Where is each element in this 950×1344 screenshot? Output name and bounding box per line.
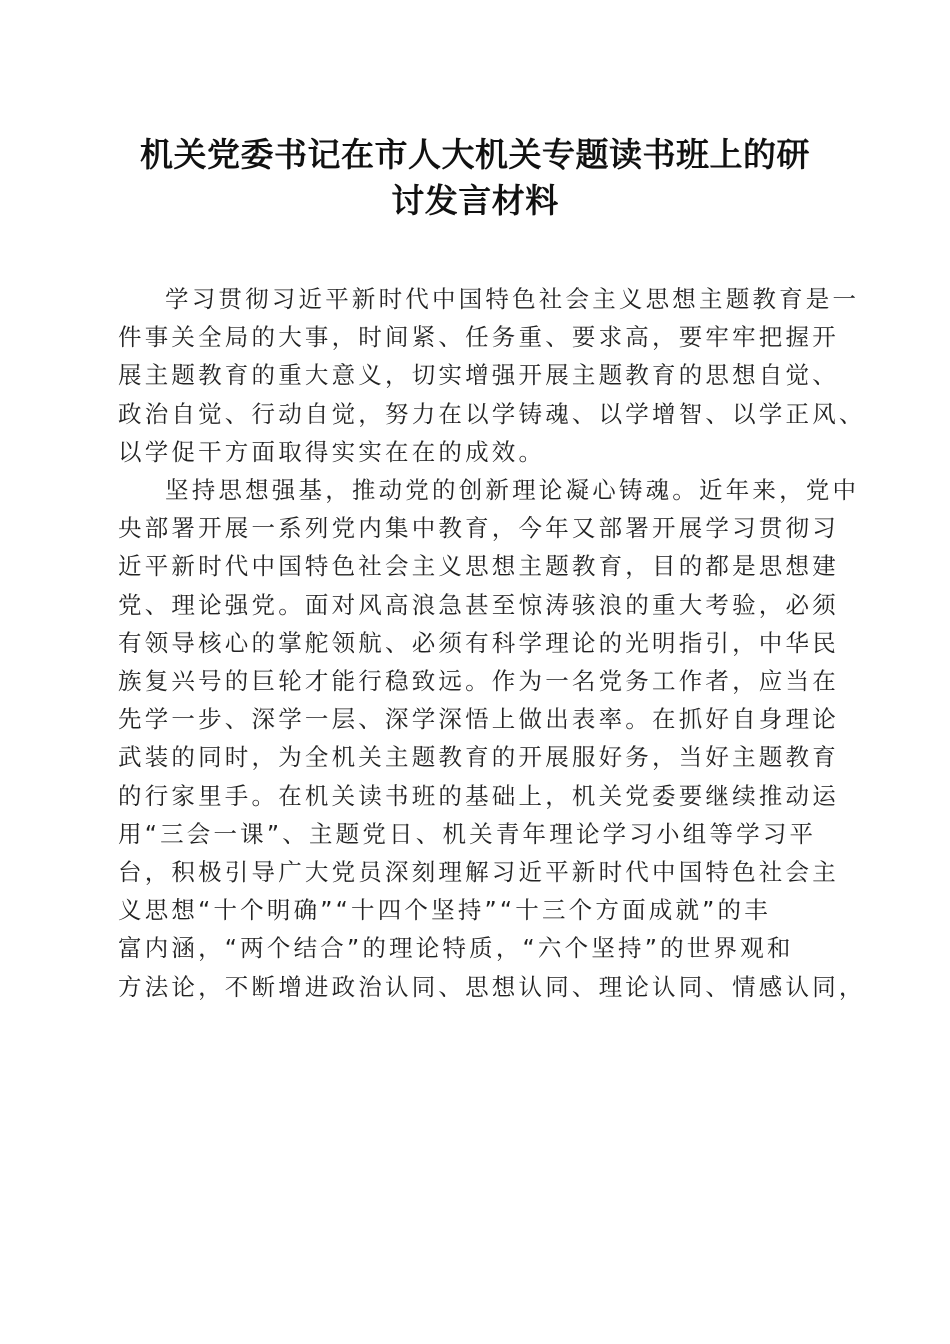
paragraph-line: 富内涵，“两个结合”的理论特质，“六个坚持”的世界观和 [118,934,794,963]
paragraph-line: 台，积极引导广大党员深刻理解习近平新时代中国特色社会主 [118,858,839,887]
paragraph-line: 族复兴号的巨轮才能行稳致远。作为一名党务工作者，应当在 [118,667,839,696]
title-line: 机关党委书记在市人大机关专题读书班上的研 [140,135,810,174]
paragraph-line: 党、理论强党。面对风高浪急甚至惊涛骇浪的重大考验，必须 [118,590,839,619]
paragraph-line: 武装的同时，为全机关主题教育的开展服好务，当好主题教育 [118,743,839,772]
paragraph-line: 用“三会一课”、主题党日、机关青年理论学习小组等学习平 [118,819,817,848]
paragraph-line: 义思想“十个明确”“十四个坚持”“十三个方面成就”的丰 [118,896,771,925]
title-line: 讨发言材料 [391,181,559,220]
paragraph-line: 学习贯彻习近平新时代中国特色社会主义思想主题教育是一 [165,285,860,313]
paragraph-line: 有领导核心的掌舵领航、必须有科学理论的光明指引，中华民 [118,628,839,657]
document-body [118,280,866,1006]
paragraph-line: 坚持思想强基，推动党的创新理论凝心铸魂。近年来，党中 [165,476,860,505]
paragraph-line: 政治自觉、行动自觉，努力在以学铸魂、以学增智、以学正风、 [118,399,866,428]
paragraph-line: 先学一步、深学一层、深学深悟上做出表率。在抓好自身理论 [118,705,839,734]
paragraph-line: 央部署开展一系列党内集中教育，今年又部署开展学习贯彻习 [118,514,839,543]
paragraph-intro [118,280,866,471]
paragraph-line: 展主题教育的重大意义，切实增强开展主题教育的思想自觉、 [118,361,839,390]
paragraph-line: 方法论，不断增进政治认同、思想认同、理论认同、情感认同， [118,972,866,1001]
paragraph-line: 的行家里手。在机关读书班的基础上，机关党委要继续推动运 [118,781,839,810]
paragraph-line: 近平新时代中国特色社会主义思想主题教育，目的都是思想建 [118,552,839,581]
paragraph-thought-foundation [118,471,866,1006]
paragraph-line: 件事关全局的大事，时间紧、任务重、要求高，要牢牢把握开 [118,323,839,352]
document-title [110,132,840,224]
paragraph-line: 以学促干方面取得实实在在的成效。 [118,437,546,466]
